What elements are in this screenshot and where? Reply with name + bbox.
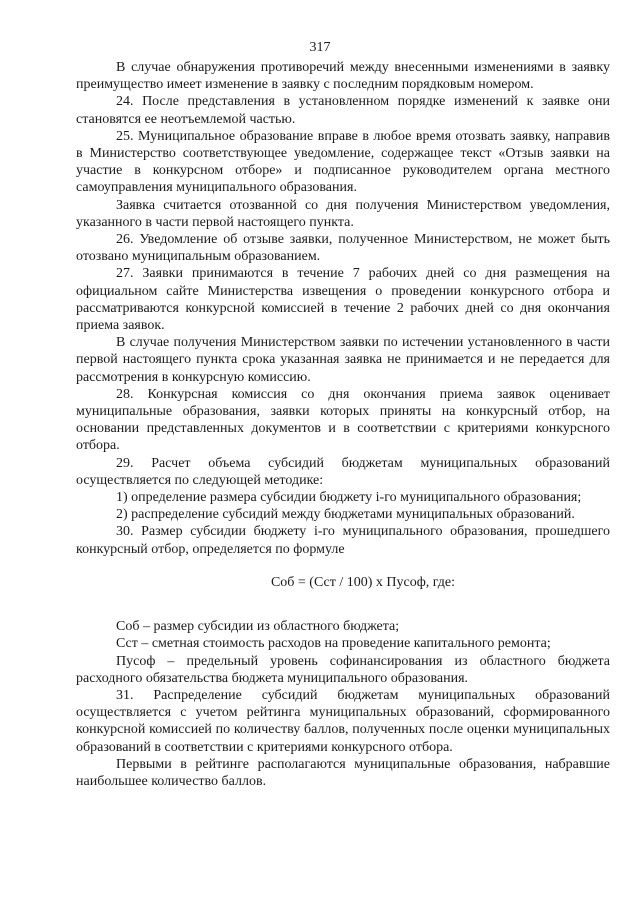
- paragraph: 28. Конкурсная комиссия со дня окончания приема заявок оценивает муниципальные образования, заявки которых приняты на конкурсный отбор, на основании представленных документов и в соответствии с критериями конкурсного отбора.: [76, 386, 610, 454]
- formula: Соб = (Сст / 100) х Пусоф, где:: [270, 574, 456, 590]
- definition: Пусоф – предельный уровень софинансирования из областного бюджета расходного обязательства бюджета муниципального образования.: [76, 653, 610, 686]
- paragraph: 1) определение размера субсидии бюджету i-го муниципального образования;: [116, 490, 582, 506]
- paragraph: 27. Заявки принимаются в течение 7 рабочих дней со дня размещения на официальном сайте Министерства извещения о проведении конкурсного отбора и рассматриваются конкурсной комиссией в течение 2 рабочих дней со дня окончания приема заявок.: [76, 266, 610, 334]
- page-number: 317: [309, 40, 331, 55]
- definition: Сст – сметная стоимость расходов на проведение капитального ремонта;: [116, 636, 551, 652]
- paragraph: В случае обнаружения противоречий между внесенными изменениями в заявку преимущество имеет изменение в заявку с последним порядковым номером.: [76, 60, 610, 93]
- paragraph: 30. Размер субсидии бюджету i-го муниципального образования, прошедшего конкурсный отбор, определяется по формуле: [76, 524, 610, 557]
- paragraph: Первыми в рейтинге располагаются муниципальные образования, набравшие наибольшее количество баллов.: [76, 756, 610, 789]
- definition: Соб – размер субсидии из областного бюджета;: [116, 619, 400, 635]
- paragraph: 24. После представления в установленном порядке изменений к заявке они становятся ее неотъемлемой частью.: [76, 94, 610, 127]
- paragraph: 2) распределение субсидий между бюджетами муниципальных образований.: [116, 507, 575, 523]
- paragraph: 29. Расчет объема субсидий бюджетам муниципальных образований осуществляется по следующей методике:: [76, 455, 610, 488]
- paragraph: 25. Муниципальное образование вправе в любое время отозвать заявку, направив в Министерство соответствующее уведомление, содержащее текст «Отзыв заявки на участие в конкурсном отборе» и подписанное руководителем органа местного самоуправления муниципального образования.: [76, 128, 610, 196]
- paragraph: 26. Уведомление об отзыве заявки, полученное Министерством, не может быть отозвано муниципальным образованием.: [76, 232, 610, 265]
- paragraph: Заявка считается отозванной со дня получения Министерством уведомления, указанного в части первой настоящего пункта.: [76, 197, 610, 230]
- paragraph: 31. Распределение субсидий бюджетам муниципальных образований осуществляется с учетом рейтинга муниципальных образований, сформированного конкурсной комиссией по количеству баллов, полученных после оценки муниципальных образований в соответствии с критериями конкурсного отбора.: [76, 687, 610, 755]
- paragraph: В случае получения Министерством заявки по истечении установленного в части первой настоящего пункта срока указанная заявка не принимается и не передается для рассмотрения в конкурсную комиссию.: [76, 335, 610, 385]
- document-body: [76, 59, 610, 790]
